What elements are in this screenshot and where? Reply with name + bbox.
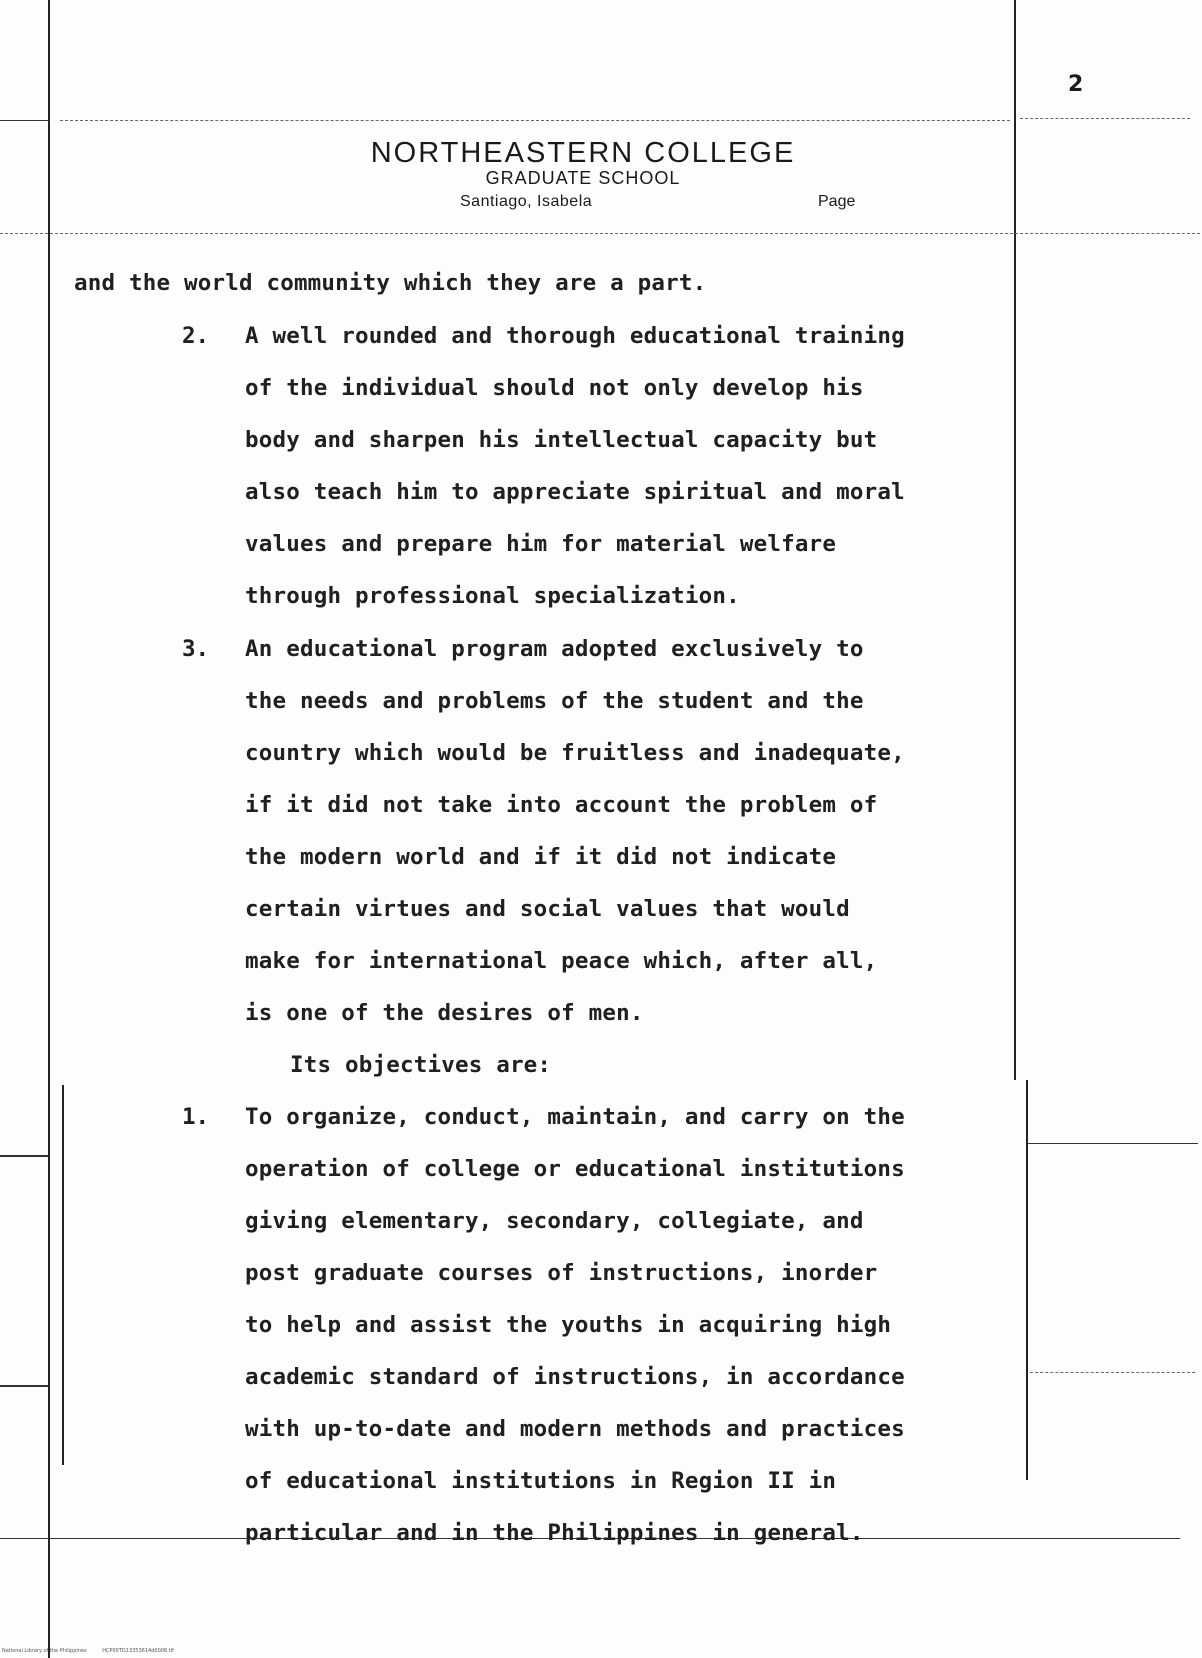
library-credit: National Library of the Philippines [2, 1648, 87, 1654]
item-line: country which would be fruitless and inadequate, [245, 740, 905, 766]
opening-line: and the world community which they are a part. [74, 270, 707, 296]
item-line: to help and assist the youths in acquiring high [245, 1312, 892, 1338]
item-number: 1. [182, 1104, 210, 1130]
item-line: the modern world and if it did not indicate [245, 844, 837, 870]
item-line: To organize, conduct, maintain, and carry on the [245, 1104, 905, 1130]
item-line: is one of the desires of men. [245, 1000, 644, 1026]
college-name: NORTHEASTERN COLLEGE [370, 137, 796, 169]
item-line: academic standard of instructions, in accordance [245, 1364, 905, 1390]
item-line: with up-to-date and modern methods and practices [245, 1416, 905, 1442]
item-number: 3. [182, 636, 210, 662]
page-number: 2 [1068, 72, 1084, 97]
objectives-heading: Its objectives are: [290, 1052, 552, 1078]
item-line: if it did not take into account the problem of [245, 792, 878, 818]
item-line: certain virtues and social values that would [245, 896, 850, 922]
item-line: A well rounded and thorough educational training [245, 323, 905, 349]
item-line: the needs and problems of the student and the [245, 688, 864, 714]
item-line: make for international peace which, after all, [245, 948, 878, 974]
right-lower-rule [1030, 1372, 1195, 1373]
item-line: An educational program adopted exclusively to [245, 636, 864, 662]
item-line: post graduate courses of instructions, inorder [245, 1260, 878, 1286]
page-label: Page [818, 193, 856, 210]
scan-footer [2, 1648, 188, 1654]
item-number: 2. [182, 323, 210, 349]
item-line: of the individual should not only develop his [245, 375, 864, 401]
item-line: body and sharpen his intellectual capacity but [245, 427, 878, 453]
college-location: Santiago, Isabela [460, 193, 593, 210]
item-line: values and prepare him for material welfare [245, 531, 837, 557]
item-line: giving elementary, secondary, collegiate, and [245, 1208, 864, 1234]
right-tick-1 [1028, 1143, 1198, 1144]
item-line: particular and in the Philippines in general. [245, 1520, 864, 1546]
left-margin-rule [48, 0, 50, 1658]
left-tick-1 [0, 120, 50, 121]
item-line: through professional specialization. [245, 583, 740, 609]
left-tick-2 [0, 1155, 48, 1157]
left-inner-rule [62, 1085, 64, 1465]
right-header-rule [1020, 233, 1200, 234]
school-name: GRADUATE SCHOOL [485, 168, 681, 188]
right-top-rule [1020, 118, 1190, 119]
item-line: operation of college or educational institutions [245, 1156, 905, 1182]
header-bottom-rule [0, 233, 1018, 234]
header-top-rule [60, 120, 1010, 121]
left-tick-3 [0, 1385, 48, 1387]
right-margin-rule-lower [1026, 1080, 1028, 1480]
file-code: HCP00TD13353614d0008.tif [102, 1648, 174, 1654]
item-line: also teach him to appreciate spiritual and moral [245, 479, 905, 505]
item-line: of educational institutions in Region II in [245, 1468, 837, 1494]
